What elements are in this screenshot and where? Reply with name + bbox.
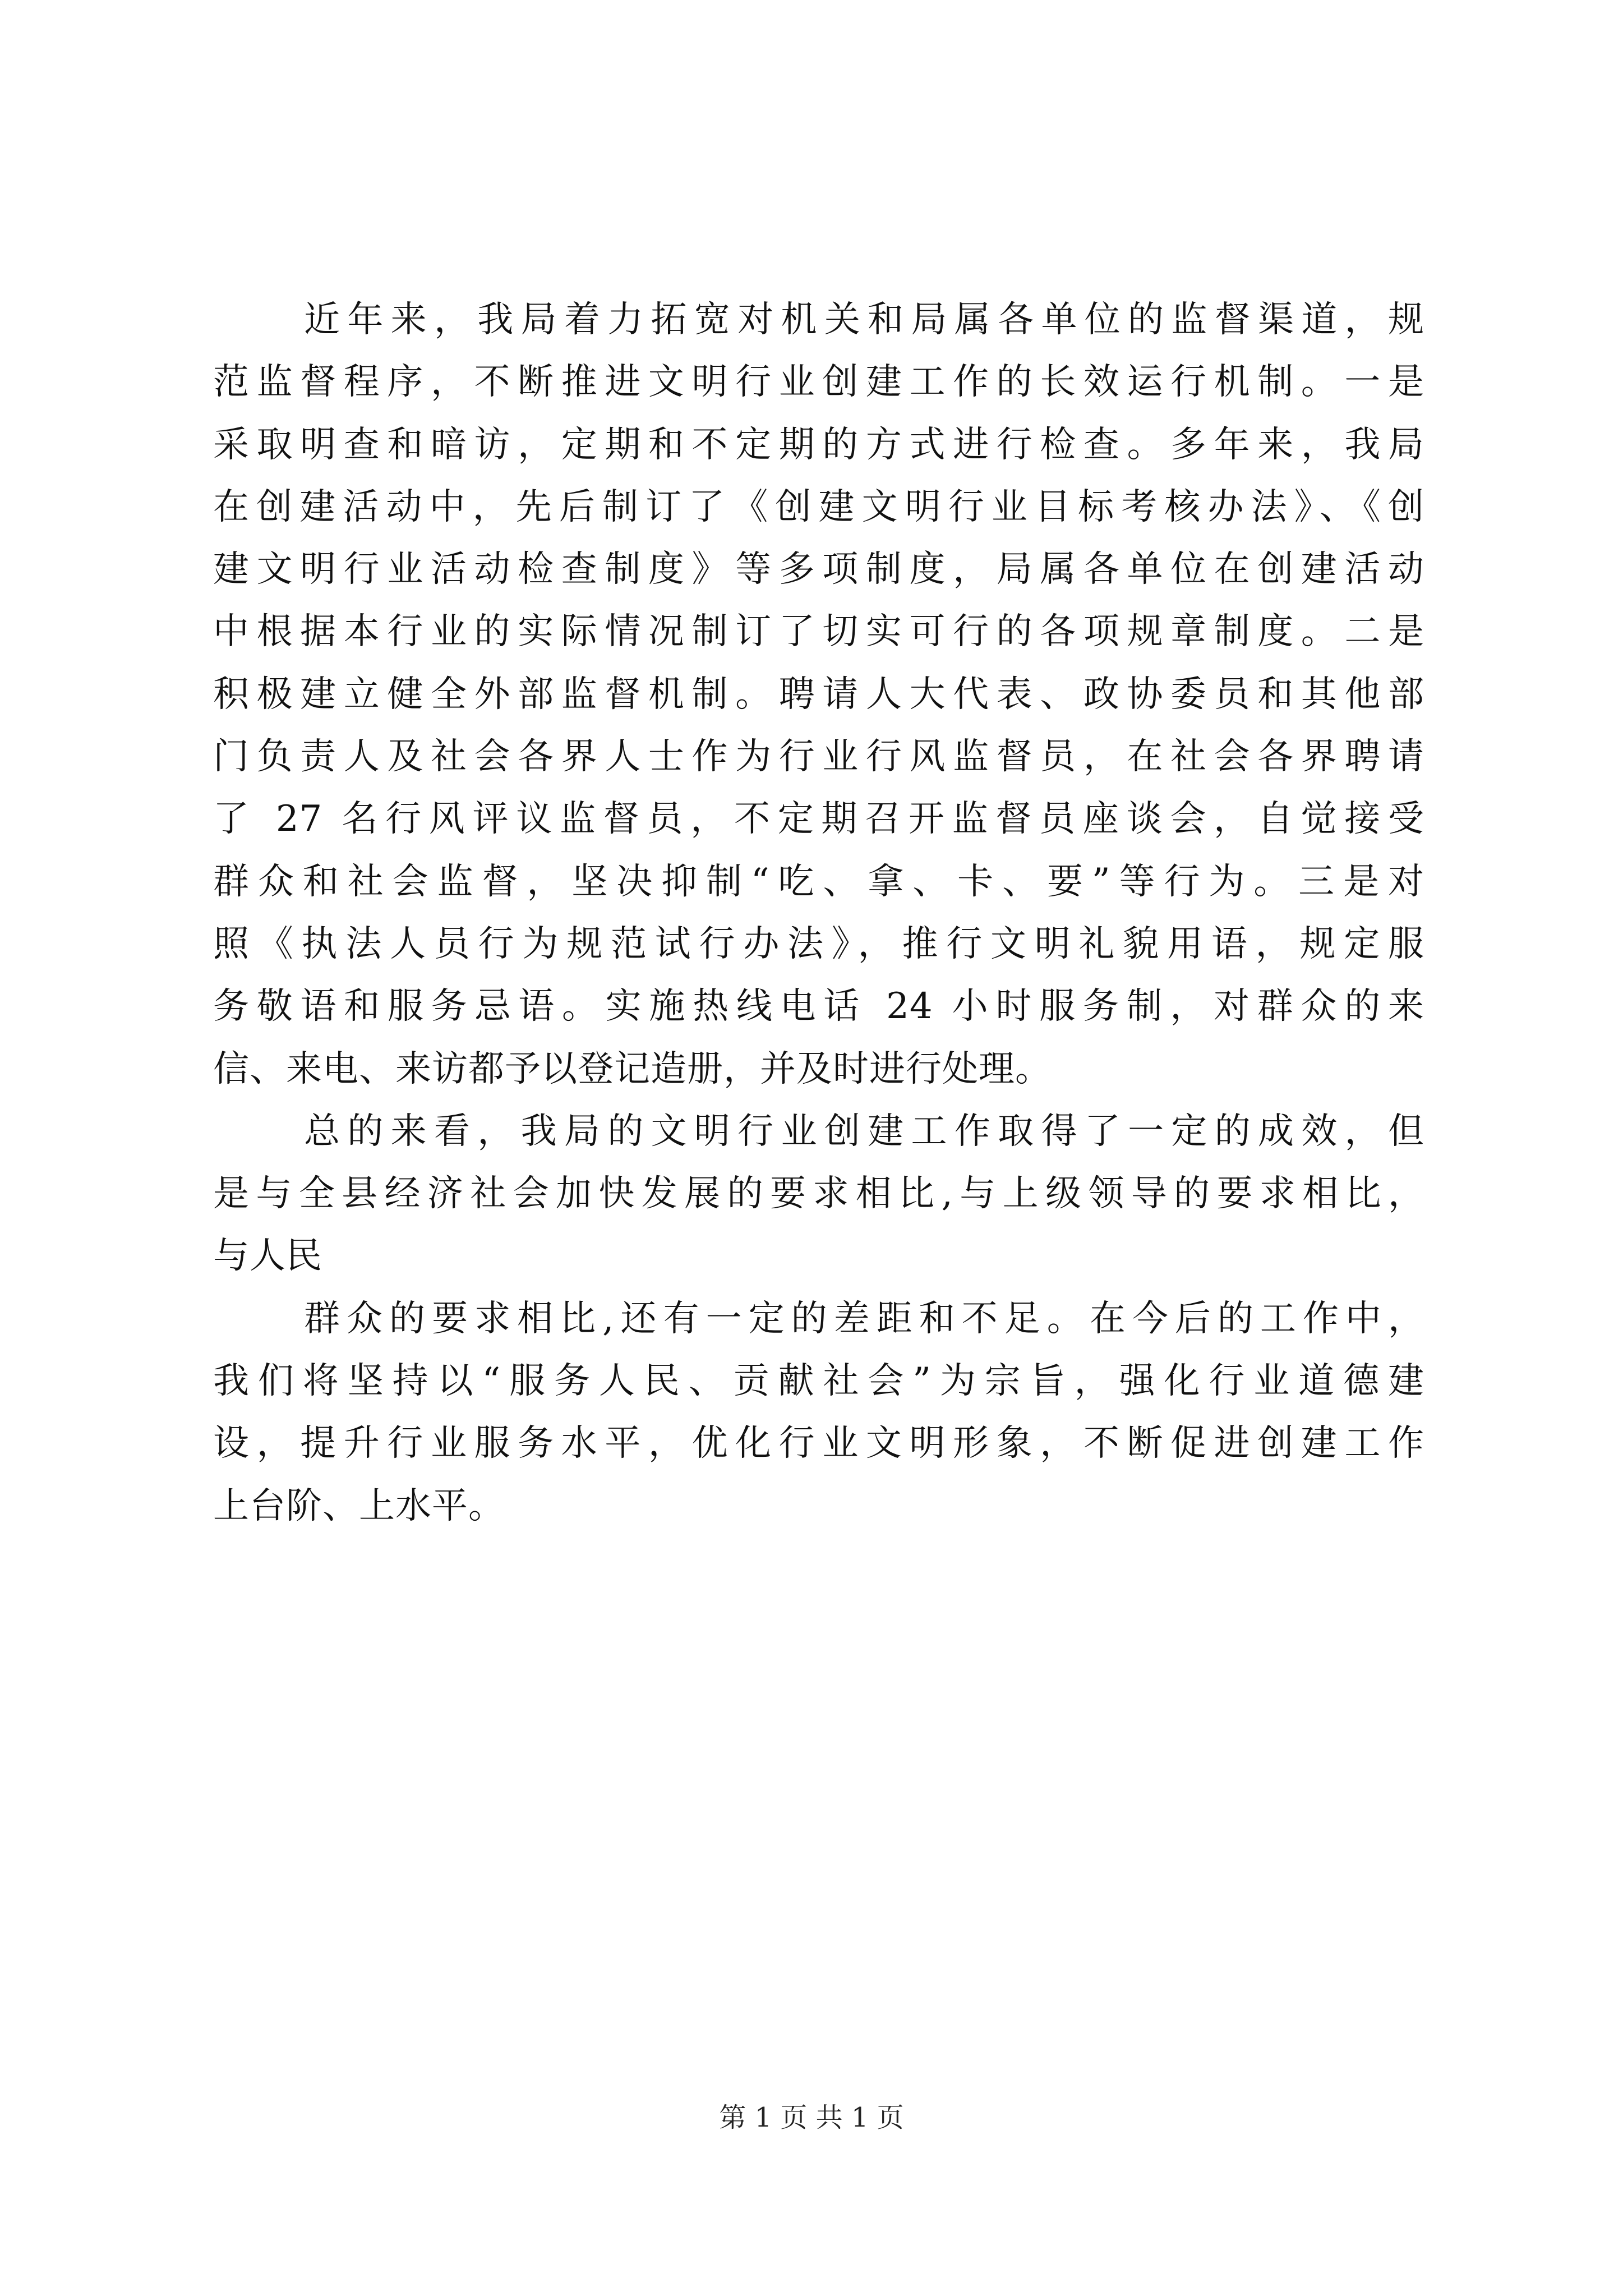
text-line: 总的来看，我局的文明行业创建工作取得了一定的成效，但 (304, 1110, 1424, 1152)
text-line: 信、来电、来访都予以登记造册，并及时进行处理。 (213, 1048, 1052, 1090)
text-line: 与人民 (213, 1235, 322, 1277)
page-number-indicator: 第 1 页 共 1 页 (719, 2102, 904, 2133)
text-line: 设，提升行业服务水平，优化行业文明形象，不断促进创建工作 (213, 1423, 1424, 1465)
paragraph-2 (213, 1101, 1424, 1288)
text-line: 群众的要求相比,还有一定的差距和不足。在今后的工作中， (304, 1297, 1424, 1340)
text-line: 务敬语和服务忌语。实施热线电话 24 小时服务制，对群众的来 (213, 986, 1424, 1028)
text-line: 我们将坚持以“服务人民、贡献社会”为宗旨，强化行业道德建 (213, 1360, 1424, 1402)
text-line: 积极建立健全外部监督机制。聘请人大代表、政协委员和其他部 (213, 673, 1424, 715)
text-line: 群众和社会监督，坚决抑制“吃、拿、卡、要”等行为。三是对 (213, 861, 1424, 903)
text-line: 了 27 名行风评议监督员，不定期召开监督员座谈会，自觉接受 (213, 798, 1424, 840)
document-body (213, 289, 1424, 1538)
text-line: 门负责人及社会各界人士作为行业行风监督员，在社会各界聘请 (213, 736, 1424, 778)
paragraph-1 (213, 289, 1424, 1101)
text-line: 采取明查和暗访，定期和不定期的方式进行检查。多年来，我局 (213, 424, 1424, 466)
text-line: 在创建活动中，先后制订了《创建文明行业目标考核办法》、《创 (213, 486, 1424, 528)
text-line: 照《执法人员行为规范试行办法》，推行文明礼貌用语，规定服 (213, 923, 1424, 965)
text-line: 上台阶、上水平。 (213, 1485, 505, 1527)
text-line: 建文明行业活动检查制度》等多项制度，局属各单位在创建活动 (213, 549, 1424, 591)
page-footer (0, 2101, 1623, 2134)
text-line: 范监督程序，不断推进文明行业创建工作的长效运行机制。一是 (213, 361, 1424, 403)
text-line: 是与全县经济社会加快发展的要求相比,与上级领导的要求相比， (213, 1173, 1424, 1215)
text-line: 近年来，我局着力拓宽对机关和局属各单位的监督渠道，规 (304, 299, 1424, 341)
paragraph-3 (213, 1288, 1424, 1538)
text-line: 中根据本行业的实际情况制订了切实可行的各项规章制度。二是 (213, 611, 1424, 653)
